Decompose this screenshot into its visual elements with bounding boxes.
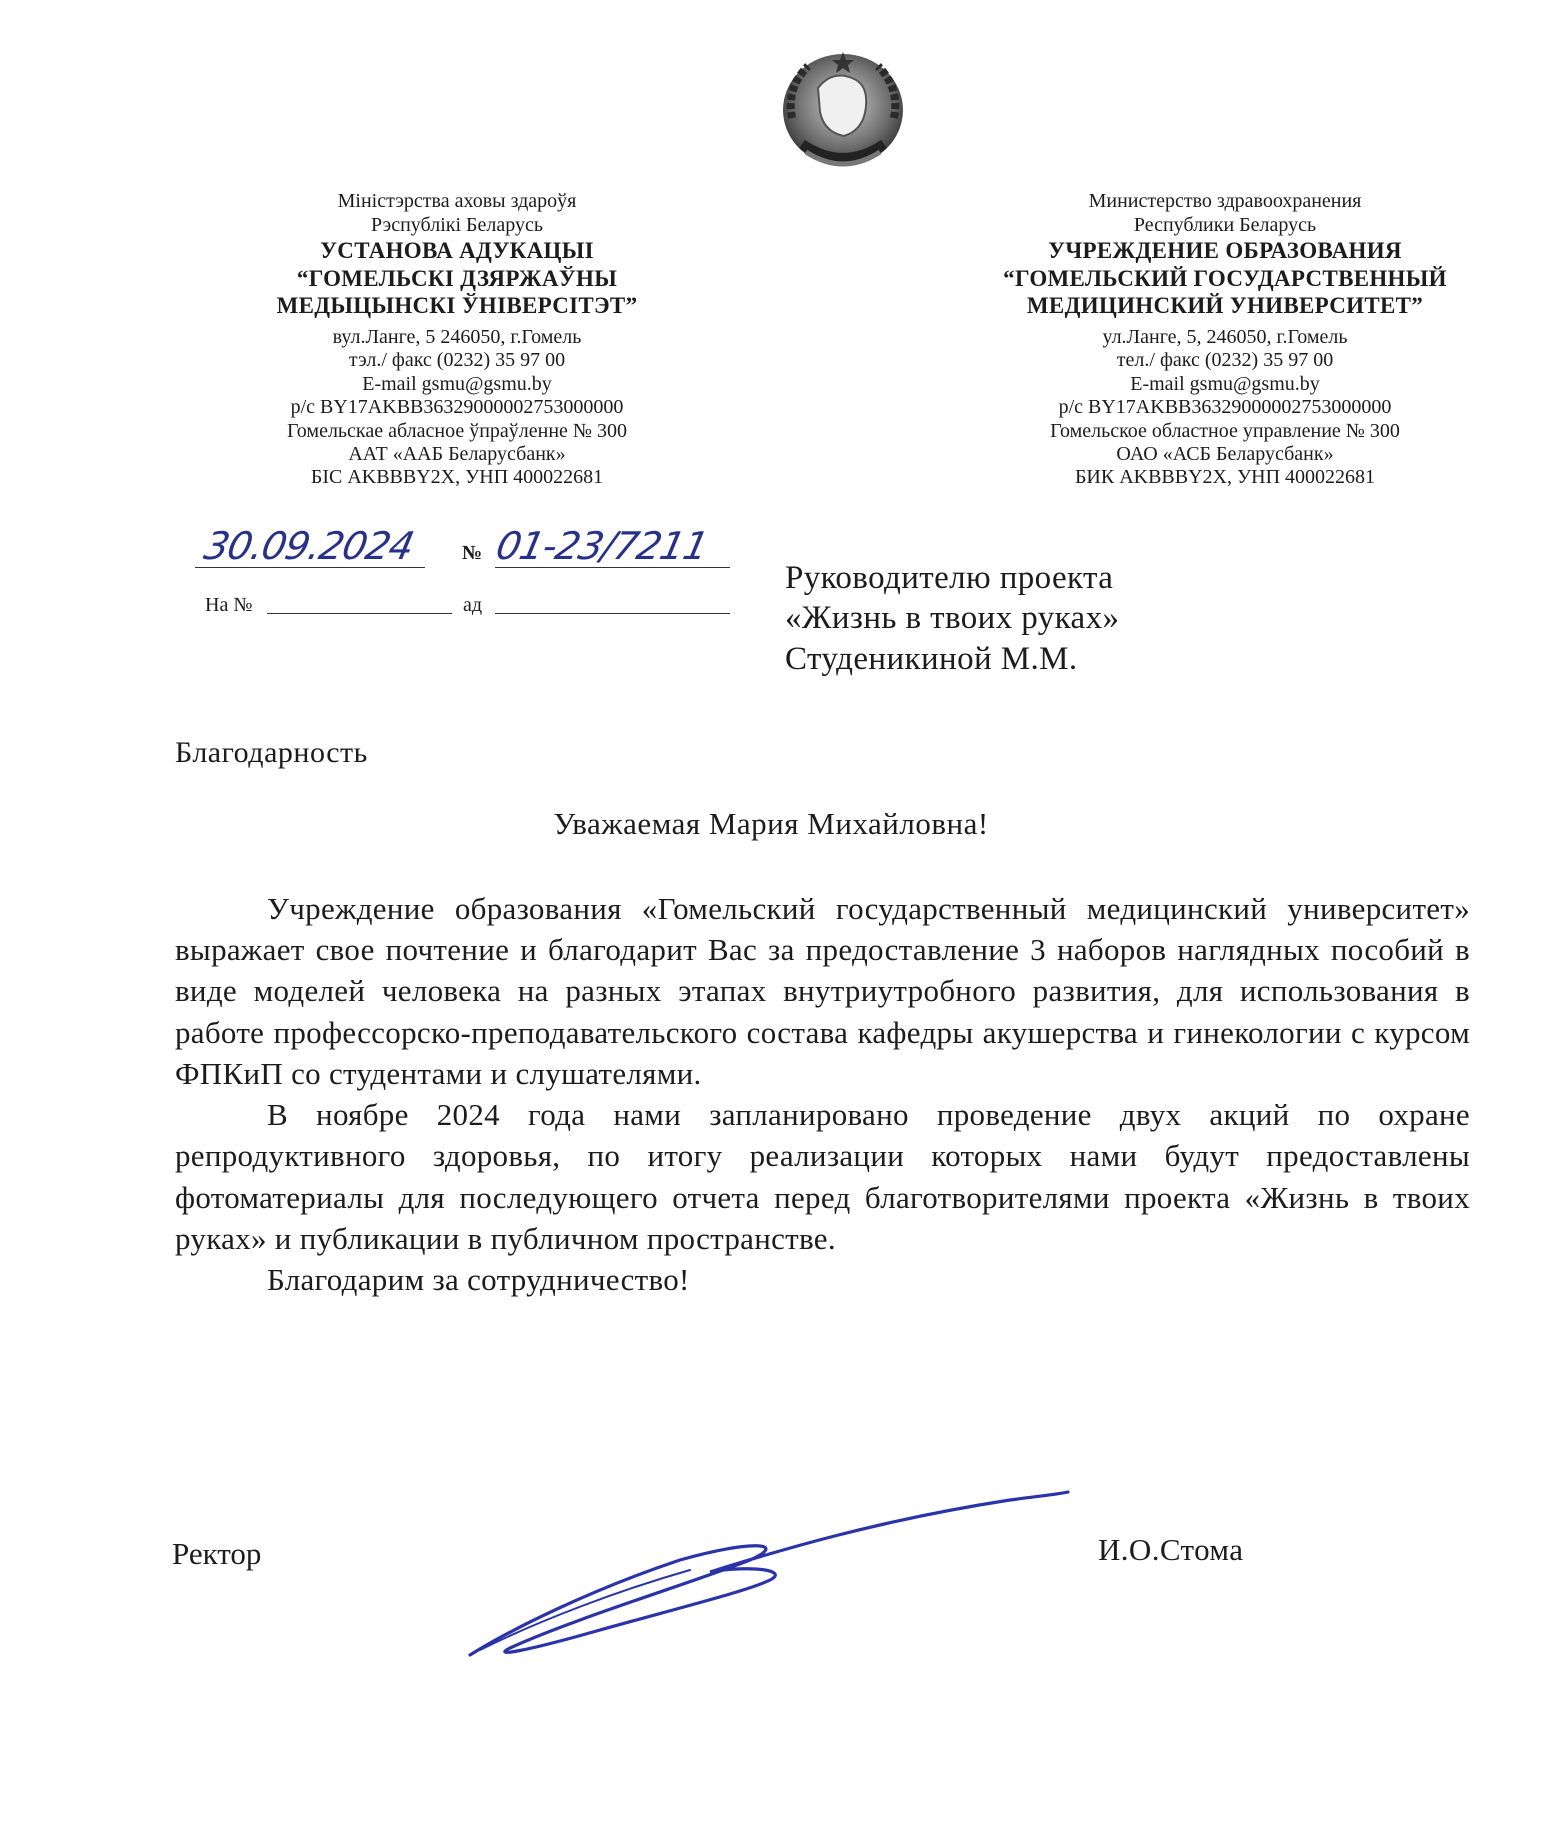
letter-body [175,888,1470,1300]
addressee-line: Руководителю проекта [785,560,1114,596]
republic-line: Республики Беларусь [1133,213,1317,236]
republic-line: Рэспублікі Беларусь [371,213,543,236]
addressee-line: Студеникиной М.М. [785,640,1078,677]
bic-line: БІС AKBBBY2X, УНП 400022681 [310,466,604,489]
org-name-line: “ГОМЕЛЬСКИЙ ГОСУДАРСТВЕННЫЙ [1003,265,1447,291]
date-underline [195,567,425,568]
header-right [935,190,1515,490]
from-label: ад [463,594,483,616]
number-underline [495,567,730,568]
email-line: E-mail gsmu@gsmu.by [1130,372,1320,395]
account-line: р/с BY17AKBB36329000002753000000 [1058,396,1392,419]
bank-line: ОАО «АСБ Беларусбанк» [1116,442,1334,465]
salutation: Уважаемая Мария Михайловна! [553,806,989,841]
letter-title: Благодарность [175,736,368,769]
number-label: № [462,542,483,564]
address-line: вул.Ланге, 5 246050, г.Гомель [332,325,582,348]
state-emblem-icon [772,48,914,176]
phone-line: тэл./ факс (0232) 35 97 00 [348,349,566,372]
body-paragraph: В ноябре 2024 года нами запланировано проведение двух акций по охране репродуктивного здоровья, по итогу реализации которых нами будут предоставлены фотоматериалы для последующего отчета перед благотворителями проекта «Жизнь в твоих руках» и публикации в публичном пространстве. [175,1097,1470,1256]
org-name-line: МЕДЫЦЫНСКІ ЎНІВЕРСІТЭТ” [276,293,638,319]
addressee-line: «Жизнь в твоих руках» [785,600,1120,637]
org-name-line: УЧРЕЖДЕНИЕ ОБРАЗОВАНИЯ [1048,238,1402,264]
handwritten-number: 01-23/7211 [492,524,712,568]
bank-dept-line: Гомельское областное управление № 300 [1050,419,1400,442]
phone-line: тел./ факс (0232) 35 97 00 [1116,349,1334,372]
from-underline [495,613,730,614]
closing-line: Благодарим за сотрудничество! [267,1261,690,1297]
reference-block [195,524,745,614]
signature-icon [450,1480,1070,1670]
in-reply-label: На № [205,594,253,616]
bic-line: БИК AKBBBY2X, УНП 400022681 [1074,466,1376,489]
ministry-line: Министерство здравоохранения [1088,190,1362,212]
org-name-line: “ГОМЕЛЬСКІ ДЗЯРЖАЎНЫ [296,265,618,291]
header-left [262,190,652,490]
ministry-line: Міністэрства аховы здароўя [337,190,577,212]
org-name-line: УСТАНОВА АДУКАЦЫІ [320,238,594,264]
bank-line: ААТ «ААБ Беларусбанк» [348,442,566,465]
address-line: ул.Ланге, 5, 246050, г.Гомель [1102,325,1348,348]
account-line: р/с BY17AKBB36329000002753000000 [290,396,624,419]
org-name-line: МЕДИЦИНСКИЙ УНИВЕРСИТЕТ” [1026,293,1424,319]
body-paragraph: Учреждение образования «Гомельский государственный медицинский университет» выражает свое почтение и благодарит Вас за предоставление 3 наборов наглядных пособий в виде моделей человека на разных этапах внутриутробного развития, для использования в работе профессорско-преподавательского состава кафедры акушерства и гинекологии с курсом ФПКиП со студентами и слушателями. [175,891,1470,1091]
signatory-name: И.О.Стома [1098,1532,1244,1567]
email-line: E-mail gsmu@gsmu.by [362,372,552,395]
handwritten-date: 30.09.2024 [200,524,418,568]
addressee-block [785,558,1119,679]
bank-dept-line: Гомельскае абласное ўпраўленне № 300 [286,419,628,442]
in-reply-underline [267,613,452,614]
signatory-title: Ректор [172,1536,262,1571]
